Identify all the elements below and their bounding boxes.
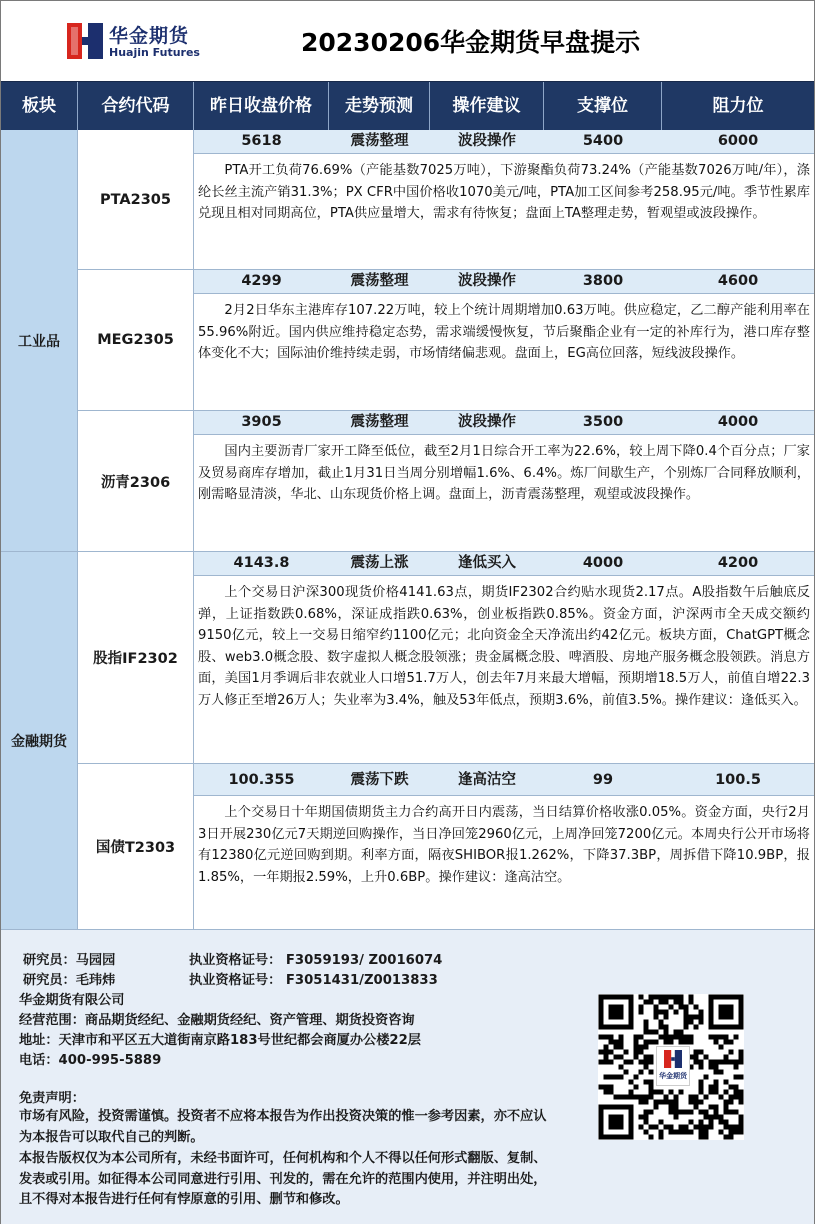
logo-chinese-name: 华金期货 <box>109 25 190 47</box>
support-value: 3500 <box>582 414 624 430</box>
support-value: 5400 <box>582 133 624 149</box>
resistance-value: 4200 <box>717 555 759 571</box>
resistance-value: 4600 <box>717 273 759 289</box>
resistance-value: 4000 <box>717 414 759 430</box>
table-row <box>194 764 814 796</box>
qr-code[interactable] <box>598 994 744 1140</box>
disclaimer-paragraph-2: 本报告版权仅为本公司所有，未经书面许可，任何机构和个人不得以任何形式翻版、复制、发表或引用。如征得本公司同意进行引用、刊发的，需在允许的范围内使用，并注明出处，且不得对本报告进行任何有悖原意的引用、删节和修改。 <box>19 1151 547 1207</box>
support-value: 99 <box>592 772 614 788</box>
operation-advice-value: 逢高沽空 <box>458 772 516 788</box>
resistance-value: 100.5 <box>715 772 761 788</box>
trend-forecast-value: 震荡整理 <box>350 414 409 430</box>
business-scope: 经营范围：商品期货经纪、金融期货经纪、资产管理、期货投资咨询 <box>19 1013 415 1028</box>
market-analysis-text: 2月2日华东主港库存107.22万吨，较上个统计周期增加0.63万吨。供应稳定，乙二醇产能利用率在55.96%附近。国内供应维持稳定态势，需求端缓慢恢复，节后聚酯企业有一定的补库行为，港口库存整体变化不大；国际油价维持续走弱，市场情绪偏悲观。盘面上，EG高位回落，短线波段操作。 <box>194 294 814 411</box>
company-logo <box>67 21 207 61</box>
operation-advice-value: 逢低买入 <box>458 555 516 571</box>
company-phone: 电话：400-995-5889 <box>19 1053 162 1068</box>
report-header <box>1 1 814 81</box>
researcher-2-license: 执业资格证号： F3051431/Z0013833 <box>189 973 438 988</box>
contract-code-bitumen: 沥青2306 <box>78 411 194 552</box>
sector-industrial: 工业品 <box>1 130 78 552</box>
column-header-contract-code: 合约代码 <box>78 82 194 131</box>
column-header-resistance: 阻力位 <box>712 96 764 116</box>
resistance-value: 6000 <box>717 133 759 149</box>
support-value: 4000 <box>582 555 624 571</box>
previous-close-value: 4143.8 <box>233 555 290 571</box>
operation-advice-value: 波段操作 <box>458 414 516 430</box>
company-address: 地址：天津市和平区五大道街南京路183号世纪都会商厦办公楼22层 <box>19 1033 421 1048</box>
column-header-trend-forecast: 走势预测 <box>329 82 430 131</box>
researcher-1: 研究员：马园园 <box>23 953 116 968</box>
previous-close-value: 100.355 <box>228 772 295 788</box>
huajin-logo-icon <box>67 23 103 59</box>
qr-logo-label: 华金期货 <box>659 1072 687 1080</box>
support-value: 3800 <box>582 273 624 289</box>
disclaimer-title: 免责声明： <box>19 1091 85 1106</box>
previous-close-value: 5618 <box>241 133 282 149</box>
operation-advice-value: 波段操作 <box>458 273 516 289</box>
trend-forecast-value: 震荡下跌 <box>350 772 409 788</box>
contract-code-index-futures: 股指IF2302 <box>78 552 194 764</box>
market-analysis-text: 上个交易日沪深300现货价格4141.63点，期货IF2302合约贴水现货2.17点。A股指数午后触底反弹，上证指数跌0.68%，深证成指跌0.63%，创业板指跌0.85%。资金方面，沪深两市全天成交额约9150亿元，较上一交易日缩窄约1100亿元；北向资金全天净流出约42亿元。板块方面，ChatGPT概念股、web3.0概念股、数字虚拟人概念股领涨；贵金属概念股、啤酒股、房地产服务概念股领跌。消息方面，美国1月季调后非农就业人口增51.7万人，创去年7月来最大增幅，预期增18.5万人，前值自增22.3万人修正至增26万人；失业率为3.4%，触及53年低点，预期3.6%，前值3.5%。操作建议：逢低买入。 <box>194 576 814 764</box>
table-row <box>194 270 814 294</box>
column-header-operation-advice: 操作建议 <box>430 82 544 131</box>
column-header-support: 支撑位 <box>544 82 662 131</box>
contract-code-treasury-futures: 国债T2303 <box>78 764 194 930</box>
operation-advice-value: 波段操作 <box>458 133 516 149</box>
table-row <box>194 552 814 576</box>
table-row <box>194 411 814 435</box>
disclaimer-paragraph-1: 市场有风险，投资需谨慎。投资者不应将本报告为作出投资决策的惟一参考因素，亦不应认为本报告可以取代自己的判断。 <box>19 1109 547 1145</box>
market-analysis-text: 国内主要沥青厂家开工降至低位，截至2月1日综合开工率为22.6%，较上周下降0.4个百分点；厂家及贸易商库存增加，截止1月31日当周分别增幅1.6%、6.4%。炼厂间歇生产，个别炼厂合同释放顺利，刚需略显清淡，华北、山东现货价格上调。盘面上，沥青震荡整理，观望或波段操作。 <box>194 435 814 552</box>
company-name: 华金期货有限公司 <box>19 993 125 1008</box>
contract-code-pta: PTA2305 <box>78 130 194 270</box>
contract-code-meg: MEG2305 <box>78 270 194 411</box>
qr-center-logo <box>656 1046 690 1086</box>
trend-forecast-value: 震荡上涨 <box>350 555 409 571</box>
market-analysis-text: 上个交易日十年期国债期货主力合约高开日内震荡，当日结算价格收涨0.05%。资金方面，央行2月3日开展230亿元7天期逆回购操作，当日净回笼2960亿元，上周净回笼7200亿元。本周央行公开市场将有12380亿元逆回购到期。利率方面，隔夜SHIBOR报1.262%，下降37.3BP，周拆借下降10.9BP，报1.85%，一年期报2.59%，上升0.6BP。操作建议：逢高沽空。 <box>194 796 814 930</box>
trend-forecast-value: 震荡整理 <box>350 133 409 149</box>
researcher-2: 研究员：毛玮炜 <box>23 973 116 988</box>
trend-forecast-value: 震荡整理 <box>350 273 409 289</box>
report-title: 20230206华金期货早盘提示 <box>301 28 641 57</box>
huajin-logo-icon <box>664 1050 682 1068</box>
column-header-sector: 板块 <box>1 82 78 131</box>
market-analysis-text: PTA开工负荷76.69%（产能基数7025万吨），下游聚酯负荷73.24%（产能基数7026万吨/年），涤纶长丝主流产销31.3%；PX CFR中国价格收1070美元/吨，PTA加工区间参考258.95元/吨。季节性累库兑现且相对同期高位，PTA供应量增大，需求有待恢复；盘面上TA整理走势，暂观望或波段操作。 <box>194 154 814 270</box>
researcher-1-license: 执业资格证号： F3059193/ Z0016074 <box>189 953 443 968</box>
table-row <box>194 130 814 154</box>
table-header <box>1 81 814 131</box>
sector-financial-futures: 金融期货 <box>1 552 78 930</box>
previous-close-value: 3905 <box>241 414 282 430</box>
previous-close-value: 4299 <box>241 273 282 289</box>
logo-english-name: Huajin Futures <box>109 46 200 59</box>
column-header-previous-close: 昨日收盘价格 <box>194 82 329 131</box>
